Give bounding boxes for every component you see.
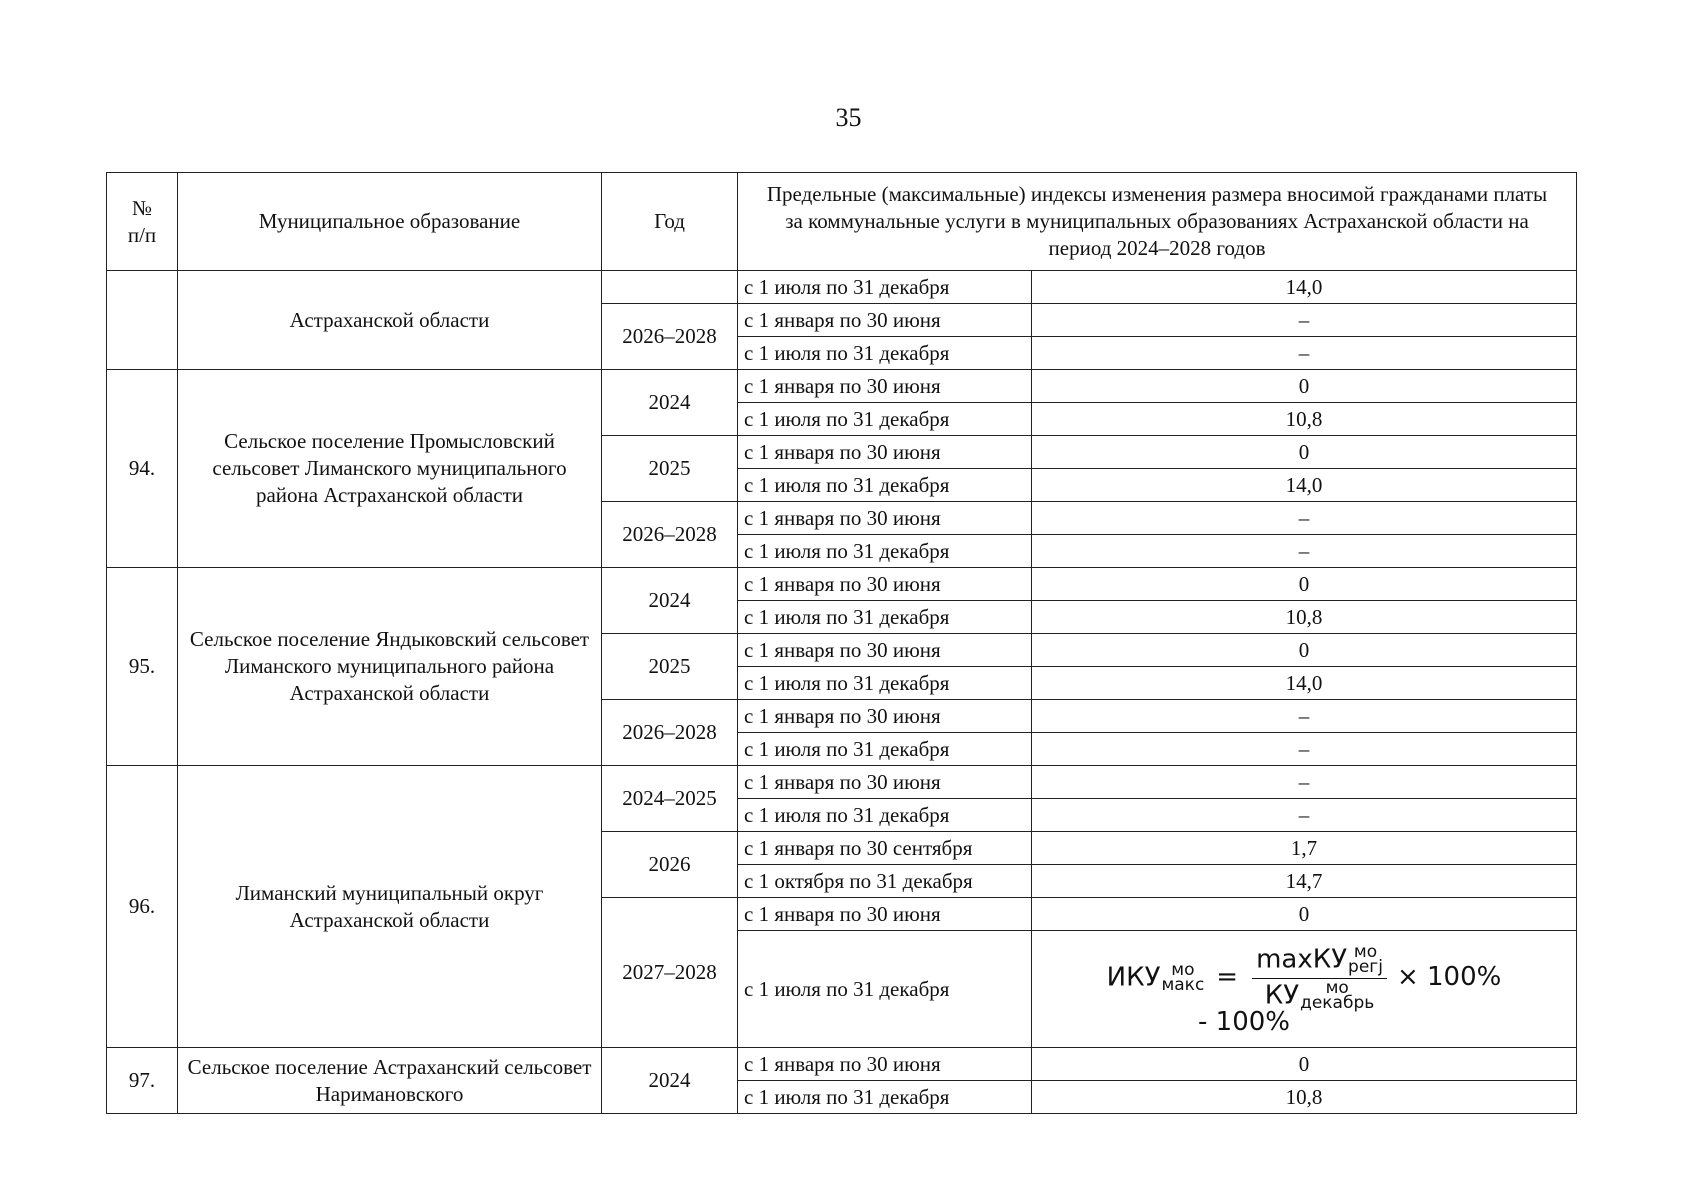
cell-value: 1,7 [1032,832,1577,865]
cell-period: с 1 января по 30 июня [738,370,1032,403]
header-num: № п/п [107,173,178,271]
table-row [107,568,1577,601]
cell-period: с 1 июля по 31 декабря [738,601,1032,634]
cell-period: с 1 июля по 31 декабря [738,535,1032,568]
cell-period: с 1 января по 30 июня [738,436,1032,469]
cell-value: – [1032,535,1577,568]
table-row [107,271,1577,304]
cell-period: с 1 июля по 31 декабря [738,931,1032,1048]
cell-period: с 1 января по 30 июня [738,634,1032,667]
cell-period: с 1 января по 30 июня [738,1048,1032,1081]
cell-municipality: Сельское поселение Промысловский сельсовет Лиманского муниципального района Астраханской области [178,370,602,568]
formula-cell [1032,931,1577,1048]
index-formula [1038,943,1570,1036]
cell-value: 10,8 [1032,601,1577,634]
cell-value: 14,0 [1032,469,1577,502]
cell-period: с 1 января по 30 сентября [738,832,1032,865]
cell-value: 0 [1032,634,1577,667]
cell-year [602,271,738,304]
header-indices: Предельные (максимальные) индексы изменения размера вносимой гражданами платы за коммунальные услуги в муниципальных образованиях Астраханской области на период 2024–2028 годов [738,173,1577,271]
cell-period: с 1 июля по 31 декабря [738,733,1032,766]
header-municipality: Муниципальное образование [178,173,602,271]
cell-municipality: Лиманский муниципальный округ Астраханской области [178,766,602,1048]
cell-period: с 1 июля по 31 декабря [738,667,1032,700]
cell-period: с 1 июля по 31 декабря [738,469,1032,502]
cell-year: 2024 [602,370,738,436]
cell-value: – [1032,700,1577,733]
cell-value: 0 [1032,436,1577,469]
cell-period: с 1 января по 30 июня [738,898,1032,931]
cell-value: – [1032,799,1577,832]
cell-year: 2025 [602,436,738,502]
cell-value: 14,0 [1032,271,1577,304]
table-row [107,766,1577,799]
formula-denominator: КУ мо декабрь [1264,977,1375,1013]
cell-num [107,271,178,370]
cell-value: – [1032,766,1577,799]
cell-value: 10,8 [1032,403,1577,436]
cell-period: с 1 января по 30 июня [738,700,1032,733]
cell-value: – [1032,502,1577,535]
cell-period: с 1 июля по 31 декабря [738,1081,1032,1114]
cell-period: с 1 июля по 31 декабря [738,799,1032,832]
formula-numerator: maxКУ мо регj [1252,945,1387,979]
tariff-index-table [106,172,1577,1114]
cell-year: 2024–2025 [602,766,738,832]
cell-year: 2024 [602,568,738,634]
cell-year: 2026–2028 [602,700,738,766]
formula-equals: = [1216,962,1239,992]
cell-period: с 1 октября по 31 декабря [738,865,1032,898]
cell-period: с 1 января по 30 июня [738,502,1032,535]
cell-municipality: Астраханской области [178,271,602,370]
cell-value: 0 [1032,898,1577,931]
cell-period: с 1 июля по 31 декабря [738,271,1032,304]
cell-year: 2024 [602,1048,738,1114]
cell-value: 10,8 [1032,1081,1577,1114]
cell-num: 97. [107,1048,178,1114]
cell-period: с 1 января по 30 июня [738,568,1032,601]
cell-value: 0 [1032,1048,1577,1081]
formula-times: × 100% [1396,962,1502,992]
formula-lhs: ИКУ мо макс [1106,959,1205,995]
cell-year: 2026–2028 [602,502,738,568]
cell-value: – [1032,733,1577,766]
cell-num: 96. [107,766,178,1048]
formula-tail: - 100% [1198,1006,1290,1037]
cell-municipality: Сельское поселение Астраханский сельсовет Наримановского [178,1048,602,1114]
cell-year: 2026–2028 [602,304,738,370]
cell-period: с 1 июля по 31 декабря [738,337,1032,370]
cell-value: 14,7 [1032,865,1577,898]
cell-num: 95. [107,568,178,766]
cell-year: 2027–2028 [602,898,738,1048]
formula-fraction [1252,941,1387,1013]
cell-period: с 1 июля по 31 декабря [738,403,1032,436]
cell-year: 2025 [602,634,738,700]
cell-municipality: Сельское поселение Яндыковский сельсовет Лиманского муниципального района Астраханской области [178,568,602,766]
cell-period: с 1 января по 30 июня [738,304,1032,337]
table-row [107,1048,1577,1081]
cell-num: 94. [107,370,178,568]
cell-value: 14,0 [1032,667,1577,700]
cell-value: 0 [1032,370,1577,403]
cell-value: 0 [1032,568,1577,601]
page-number: 35 [835,103,862,132]
header-year: Год [602,173,738,271]
cell-value: – [1032,304,1577,337]
cell-value: – [1032,337,1577,370]
cell-period: с 1 января по 30 июня [738,766,1032,799]
table-row [107,370,1577,403]
cell-year: 2026 [602,832,738,898]
